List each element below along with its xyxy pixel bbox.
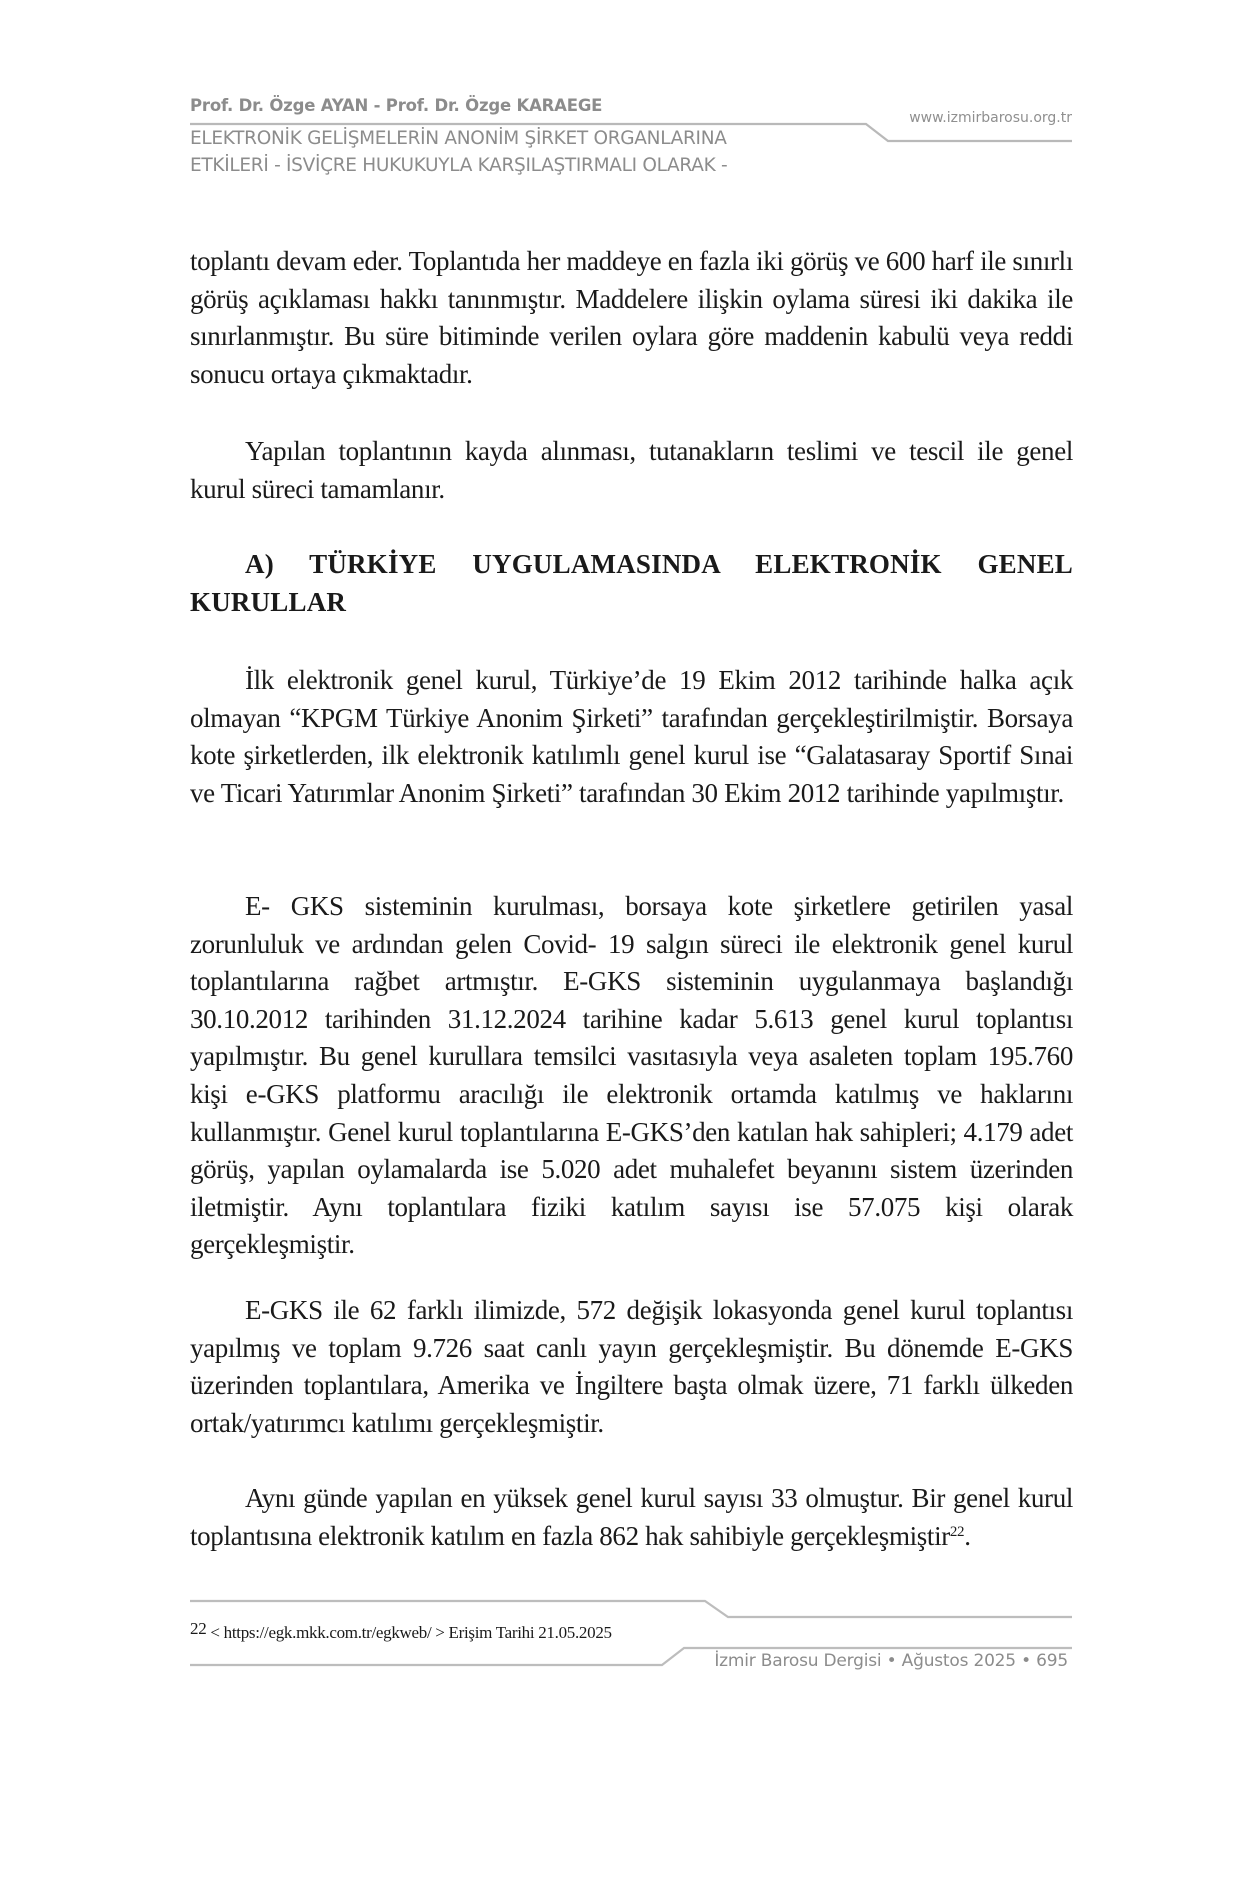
footnote	[190, 1619, 1073, 1643]
paragraph-3: İlk elektronik genel kurul, Türkiye’de 19 Ekim 2012 tarihinde halka açık olmayan “KPGM Türkiye Anonim Şirketi” tarafından gerçekleştirilmiştir. Borsaya kote şirketlerden, ilk elektronik katılımlı genel kurul ise “Galatasaray Sportif Sınai ve Ticari Yatırımlar Anonim Şirketi” tarafından 30 Ekim 2012 tarihinde yapılmıştır.	[190, 665, 1073, 808]
section-heading	[190, 546, 1073, 621]
paragraph-5: E-GKS ile 62 farklı ilimizde, 572 değişik lokasyonda genel kurul toplantısı yapılmış ve toplam 9.726 saat canlı yayın gerçekleşmiştir. Bu dönemde E-GKS üzerinden toplantılara, Amerika ve İngiltere başta olmak üzere, 71 farklı ülkeden ortak/yatırımcı katılımı gerçekleşmiştir.	[190, 1295, 1073, 1438]
footnote-rule	[190, 1601, 1072, 1617]
footnote-number: 22	[190, 1619, 207, 1638]
footnote-text: < https://egk.mkk.com.tr/egkweb/ > Erişim Tarihi 21.05.2025	[210, 1623, 612, 1642]
paragraph-6-end: .	[964, 1520, 971, 1551]
paragraph-6	[190, 1480, 1073, 1555]
paragraph-5-container	[190, 1292, 1073, 1442]
paragraph-4: E- GKS sisteminin kurulması, borsaya kote şirketlere getirilen yasal zorunluluk ve ardından gelen Covid- 19 salgın süreci ile elektronik genel kurul toplantılarına rağbet artmıştır. E-GKS sisteminin uygulanmaya başlandığı 30.10.2012 tarihinden 31.12.2024 tarihine kadar 5.613 genel kurul toplantısı yapılmıştır. Bu genel kurullara temsilci vasıtasıyla veya asaleten toplam 195.760 kişi e-GKS platformu aracılığı ile elektronik ortamda katılmış ve haklarını kullanmıştır. Genel kurul toplantılarına E-GKS’den katılan hak sahipleri; 4.179 adet görüş, yapılan oylamalarda ise 5.020 adet muhalefet beyanını sistem üzerinden iletmiştir. Aynı toplantılara fiziki katılım sayısı ise 57.075 kişi olarak gerçekleşmiştir.	[190, 891, 1073, 1260]
header-authors: Prof. Dr. Özge AYAN - Prof. Dr. Özge KARAEGE	[190, 96, 603, 115]
header-title-line-1: ELEKTRONİK GELİŞMELERİN ANONİM ŞİRKET ORGANLARINA	[190, 128, 727, 149]
footnote-reference[interactable]: 22	[949, 1523, 965, 1540]
header-website-link[interactable]: www.izmirbarosu.org.tr	[909, 110, 1072, 126]
paragraph-4-container	[190, 888, 1073, 1264]
section-heading-text: A) TÜRKİYE UYGULAMASINDA ELEKTRONİK GENEL KURULLAR	[190, 549, 1073, 617]
paragraph-6-text: Aynı günde yapılan en yüksek genel kurul sayısı 33 olmuştur. Bir genel kurul toplantısına elektronik katılım en fazla 862 hak sahibiyle gerçekleşmiştir	[190, 1483, 1073, 1551]
paragraph-1-container	[190, 243, 1073, 393]
header-title-line-2: ETKİLERİ - İSVİÇRE HUKUKUYLA KARŞILAŞTIRMALI OLARAK -	[190, 155, 728, 176]
paragraph-3-container	[190, 662, 1073, 812]
paragraph-2-container	[190, 433, 1073, 508]
paragraph-6-container	[190, 1480, 1073, 1555]
paragraph-2: Yapılan toplantının kayda alınması, tutanakların teslimi ve tescil ile genel kurul süreci tamamlanır.	[190, 436, 1073, 504]
page-footer: İzmir Barosu Dergisi • Ağustos 2025 • 695	[714, 1651, 1068, 1671]
paragraph-1: toplantı devam eder. Toplantıda her maddeye en fazla iki görüş ve 600 harf ile sınırlı görüş açıklaması hakkı tanınmıştır. Maddelere ilişkin oylama süresi iki dakika ile sınırlanmıştır. Bu süre bitiminde verilen oylara göre maddenin kabulü veya reddi sonucu ortaya çıkmaktadır.	[190, 246, 1073, 389]
